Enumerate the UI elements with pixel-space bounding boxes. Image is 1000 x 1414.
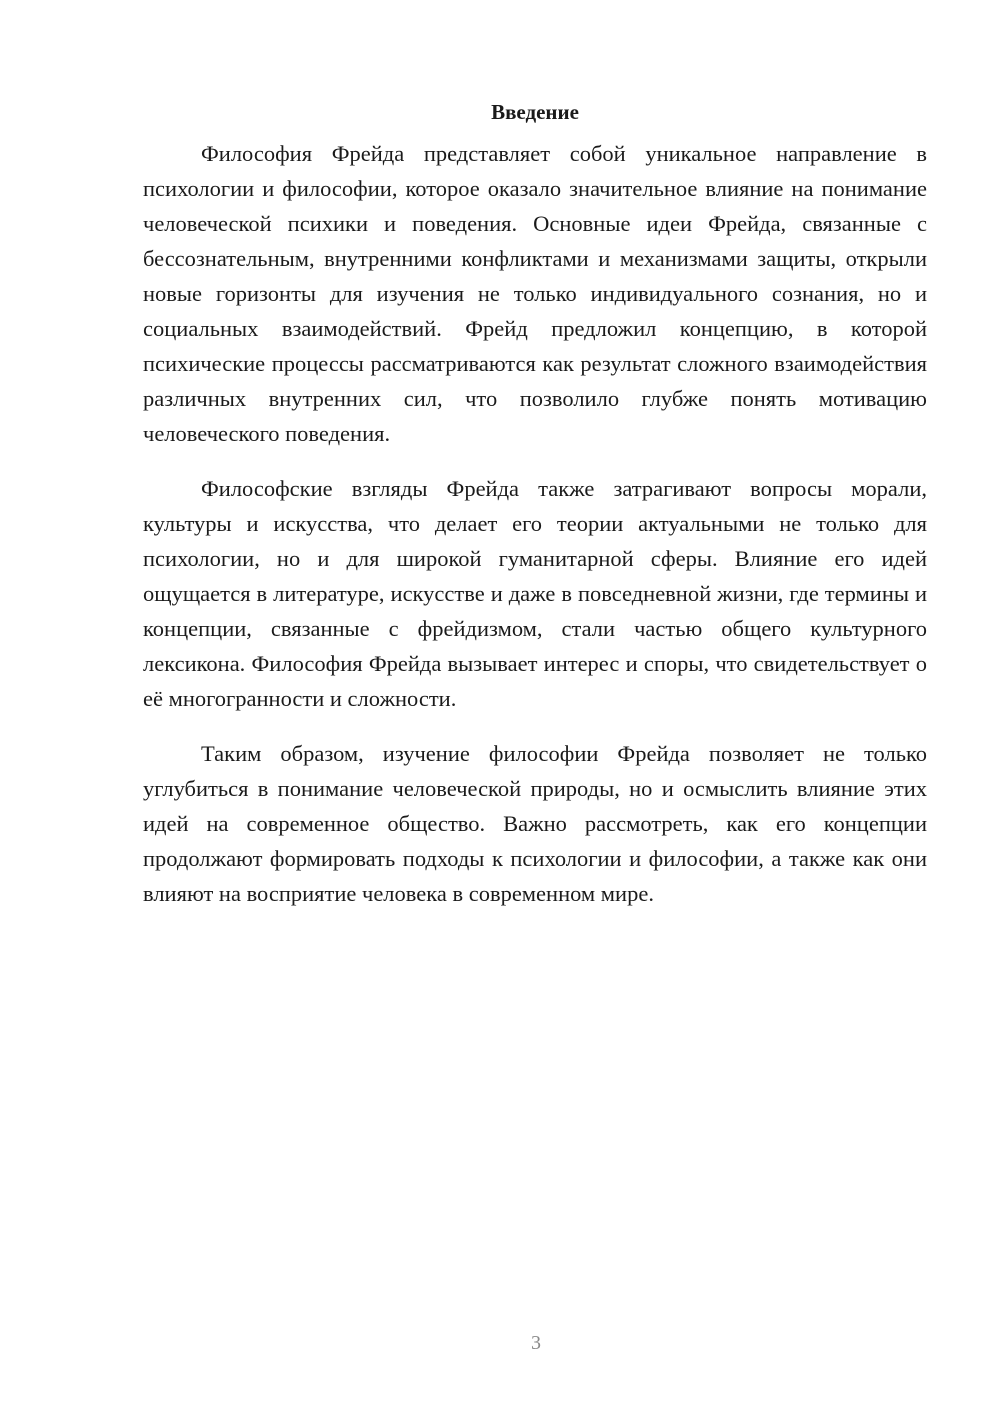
page-number: 3: [531, 1332, 541, 1354]
paragraph: Таким образом, изучение философии Фрейда позволяет не только углубиться в понимание человеческой природы, но и осмыслить влияние этих идей на современное общество. Важно рассмотреть, как его концепции продолжают формировать подходы к психологии и философии, а также как они влияют на восприятие человека в современном мире.: [143, 741, 927, 906]
paragraph: Философия Фрейда представляет собой уникальное направление в психологии и философии, которое оказало значительное влияние на понимание человеческой психики и поведения. Основные идеи Фрейда, связанные с бессознательным, внутренними конфликтами и механизмами защиты, открыли новые горизонты для изучения не только индивидуального сознания, но и социальных взаимодействий. Фрейд предложил концепцию, в которой психические процессы рассматриваются как результат сложного взаимодействия различных внутренних сил, что позволило глубже понять мотивацию человеческого поведения.: [143, 141, 927, 446]
page-content: [143, 96, 927, 931]
section-title: Введение: [491, 100, 579, 124]
paragraph: Философские взгляды Фрейда также затрагивают вопросы морали, культуры и искусства, что делает его теории актуальными не только для психологии, но и для широкой гуманитарной сферы. Влияние его идей ощущается в литературе, искусстве и даже в повседневной жизни, где термины и концепции, связанные с фрейдизмом, стали частью общего культурного лексикона. Философия Фрейда вызывает интерес и споры, что свидетельствует о её многогранности и сложности.: [143, 476, 927, 711]
